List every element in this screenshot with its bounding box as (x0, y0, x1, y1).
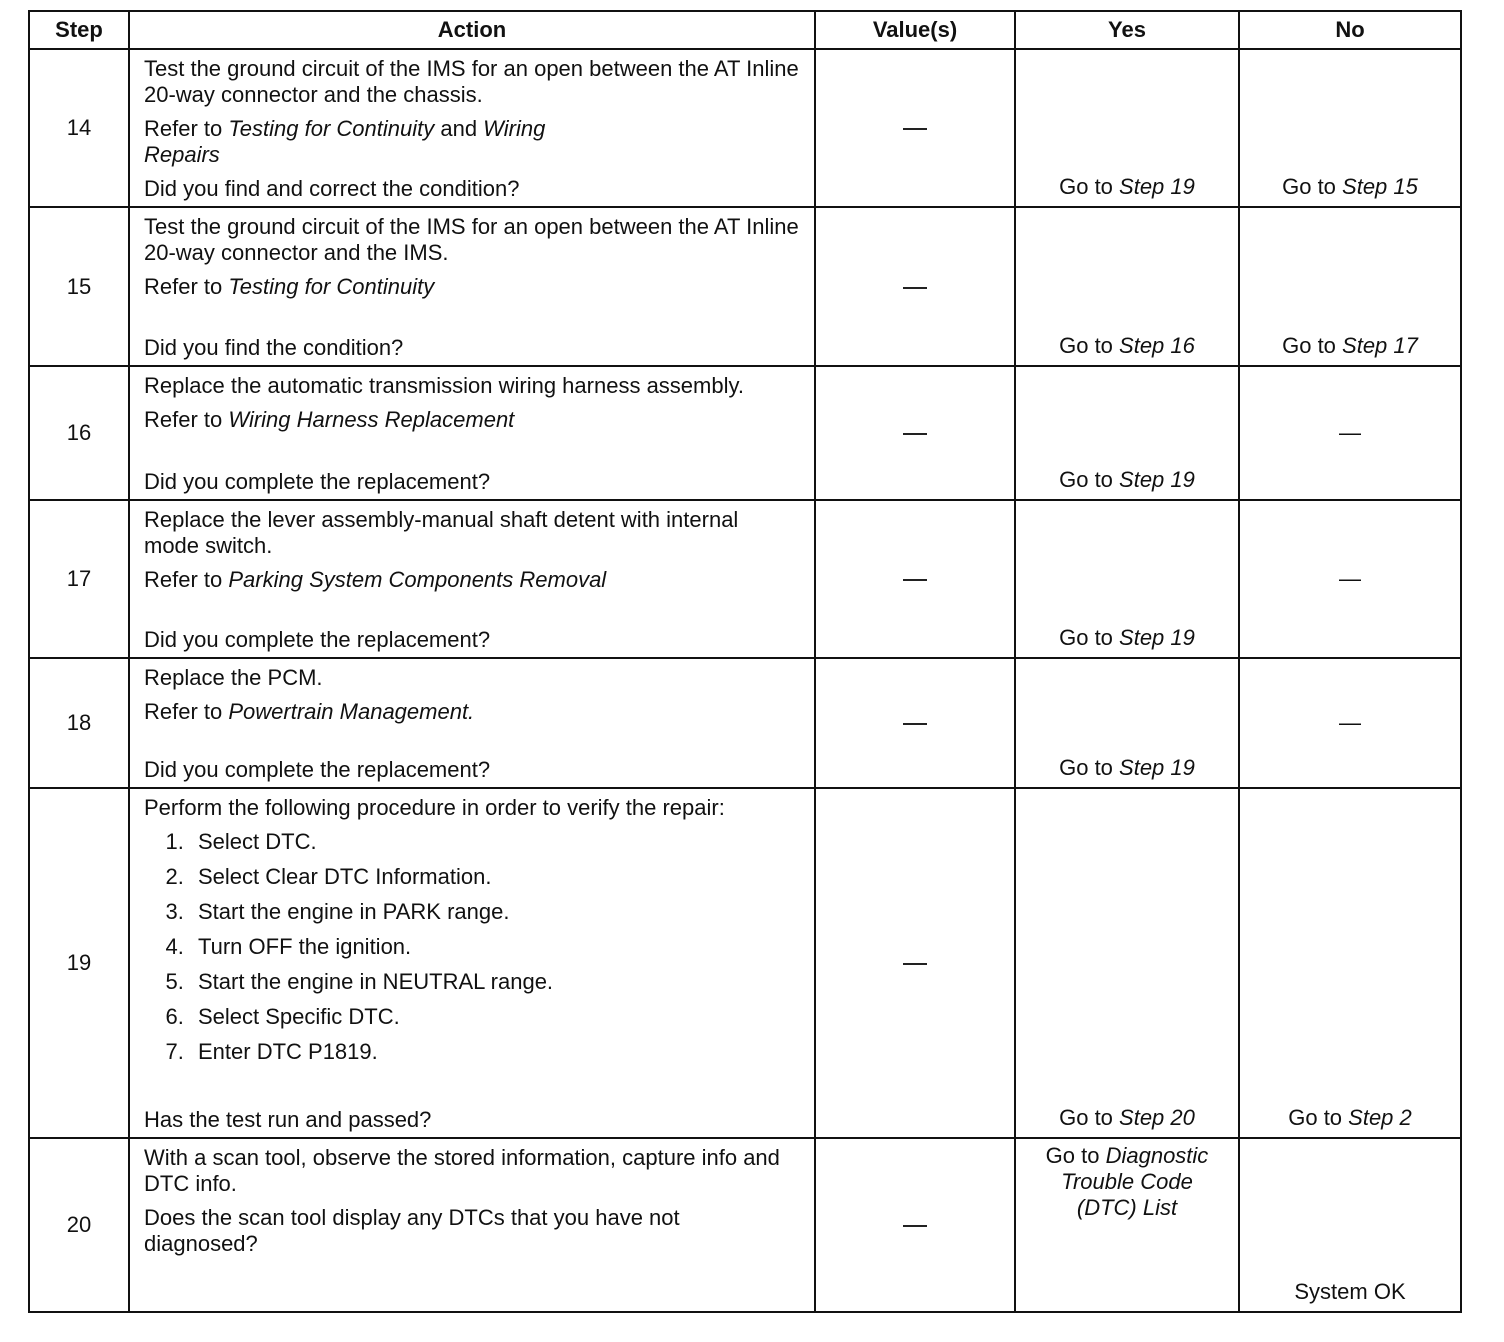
action-cell (129, 207, 815, 366)
no-cell (1239, 658, 1461, 788)
goto-prefix: Go to (1059, 755, 1120, 780)
action-text: Replace the PCM. (144, 665, 323, 690)
action-reference (144, 699, 804, 725)
action-text: Replace the automatic transmission wiring harness assembly. (144, 373, 744, 398)
ref-prefix: Refer to (144, 116, 229, 141)
yes-result (1016, 333, 1238, 359)
goto-reference: Diagnostic Trouble Code (DTC) List (1061, 1143, 1209, 1220)
goto-step: Step 19 (1119, 755, 1195, 780)
ref-prefix: Refer to (144, 407, 229, 432)
yes-result (1016, 1139, 1238, 1221)
goto-prefix: Go to (1282, 333, 1343, 358)
procedure-list (144, 829, 804, 1065)
action-reference (144, 274, 804, 300)
goto-step: Step 17 (1342, 333, 1418, 358)
header-values: Value(s) (815, 11, 1015, 49)
no-result (1240, 1105, 1460, 1131)
table-row (29, 500, 1461, 658)
ref-link: Testing for Continuity (228, 274, 435, 299)
value-cell (815, 49, 1015, 207)
ref-prefix: Refer to (144, 699, 229, 724)
table-row (29, 658, 1461, 788)
list-item: 4. Turn OFF the ignition. (190, 934, 804, 960)
action-reference (144, 567, 804, 593)
step-number: 15 (29, 207, 129, 366)
action-cell (129, 1138, 815, 1312)
yes-result (1016, 1105, 1238, 1131)
ref-link: Testing for Continuity (228, 116, 435, 141)
step-number: 16 (29, 366, 129, 500)
action-cell (129, 658, 815, 788)
yes-cell (1015, 49, 1239, 207)
value-cell (815, 207, 1015, 366)
yes-result (1016, 755, 1238, 781)
dash-mark (903, 128, 927, 130)
action-reference (144, 407, 804, 433)
value-cell (815, 1138, 1015, 1312)
value-cell (815, 500, 1015, 658)
goto-prefix: Go to (1059, 467, 1120, 492)
no-result: — (1339, 420, 1361, 445)
goto-step: Step 20 (1119, 1105, 1195, 1130)
no-result: — (1339, 710, 1361, 735)
no-cell (1239, 788, 1461, 1138)
header-action: Action (129, 11, 815, 49)
no-result (1240, 174, 1460, 200)
action-reference (144, 116, 624, 168)
goto-prefix: Go to (1059, 174, 1120, 199)
yes-cell (1015, 658, 1239, 788)
goto-step: Step 19 (1119, 467, 1195, 492)
step-number: 14 (29, 49, 129, 207)
diagnostic-table (28, 10, 1462, 1313)
yes-cell (1015, 366, 1239, 500)
goto-step: Step 19 (1119, 174, 1195, 199)
goto-prefix: Go to (1059, 625, 1120, 650)
dash-mark (903, 579, 927, 581)
action-question: Does the scan tool display any DTCs that you have not diagnosed? (144, 1205, 680, 1256)
action-question: Did you complete the replacement? (144, 469, 491, 494)
action-cell (129, 788, 815, 1138)
no-cell (1239, 366, 1461, 500)
header-no: No (1239, 11, 1461, 49)
ref-prefix: Refer to (144, 274, 229, 299)
goto-prefix: Go to (1282, 174, 1343, 199)
action-question: Did you complete the replacement? (144, 627, 491, 652)
no-cell (1239, 500, 1461, 658)
step-number: 18 (29, 658, 129, 788)
table-row (29, 207, 1461, 366)
value-cell (815, 788, 1015, 1138)
action-cell (129, 49, 815, 207)
action-question: Did you complete the replacement? (144, 757, 491, 782)
ref-link: Parking System Components Removal (228, 567, 607, 592)
goto-prefix: Go to (1059, 1105, 1120, 1130)
no-cell (1239, 49, 1461, 207)
goto-prefix: Go to (1288, 1105, 1349, 1130)
goto-prefix: Go to (1059, 333, 1120, 358)
dash-mark (903, 963, 927, 965)
table-row (29, 1138, 1461, 1312)
list-item: 5. Start the engine in NEUTRAL range. (190, 969, 804, 995)
action-question: Did you find the condition? (144, 335, 404, 360)
action-text: Perform the following procedure in order to verify the repair: (144, 795, 725, 820)
goto-step: Step 2 (1348, 1105, 1412, 1130)
action-question: Has the test run and passed? (144, 1107, 432, 1132)
yes-result (1016, 174, 1238, 200)
action-question: Did you find and correct the condition? (144, 176, 520, 201)
yes-result (1016, 625, 1238, 651)
list-item: 2. Select Clear DTC Information. (190, 864, 804, 890)
value-cell (815, 658, 1015, 788)
step-number: 20 (29, 1138, 129, 1312)
yes-cell (1015, 788, 1239, 1138)
ref-link: Powertrain Management. (228, 699, 475, 724)
ref-link: Wiring Repairs (144, 116, 546, 167)
step-number: 17 (29, 500, 129, 658)
yes-result (1016, 467, 1238, 493)
list-item: 6. Select Specific DTC. (190, 1004, 804, 1030)
no-result (1240, 333, 1460, 359)
yes-cell (1015, 207, 1239, 366)
list-item: 7. Enter DTC P1819. (190, 1039, 804, 1065)
goto-step: Step 19 (1119, 625, 1195, 650)
table-row (29, 366, 1461, 500)
goto-step: Step 16 (1119, 333, 1195, 358)
ref-prefix: Refer to (144, 567, 229, 592)
ref-and: and (434, 116, 484, 141)
action-text: Test the ground circuit of the IMS for an open between the AT Inline 20-way connector and the IMS. (144, 214, 799, 265)
no-result: — (1339, 566, 1361, 591)
ref-link: Wiring Harness Replacement (228, 407, 515, 432)
table-row (29, 49, 1461, 207)
list-item: 1. Select DTC. (190, 829, 804, 855)
value-cell (815, 366, 1015, 500)
no-cell (1239, 1138, 1461, 1312)
yes-cell (1015, 1138, 1239, 1312)
goto-step: Step 15 (1342, 174, 1418, 199)
header-step: Step (29, 11, 129, 49)
list-item: 3. Start the engine in PARK range. (190, 899, 804, 925)
header-yes: Yes (1015, 11, 1239, 49)
action-cell (129, 366, 815, 500)
dash-mark (903, 287, 927, 289)
goto-prefix: Go to (1045, 1143, 1106, 1168)
header-row (29, 11, 1461, 49)
no-cell (1239, 207, 1461, 366)
dash-mark (903, 433, 927, 435)
yes-cell (1015, 500, 1239, 658)
step-number: 19 (29, 788, 129, 1138)
dash-mark (903, 723, 927, 725)
table-row (29, 788, 1461, 1138)
dash-mark (903, 1225, 927, 1227)
no-result: System OK (1294, 1279, 1406, 1304)
action-cell (129, 500, 815, 658)
action-text: Test the ground circuit of the IMS for an open between the AT Inline 20-way connector and the chassis. (144, 56, 799, 107)
action-text: With a scan tool, observe the stored information, capture info and DTC info. (144, 1145, 780, 1196)
action-text: Replace the lever assembly-manual shaft detent with internal mode switch. (144, 507, 739, 558)
